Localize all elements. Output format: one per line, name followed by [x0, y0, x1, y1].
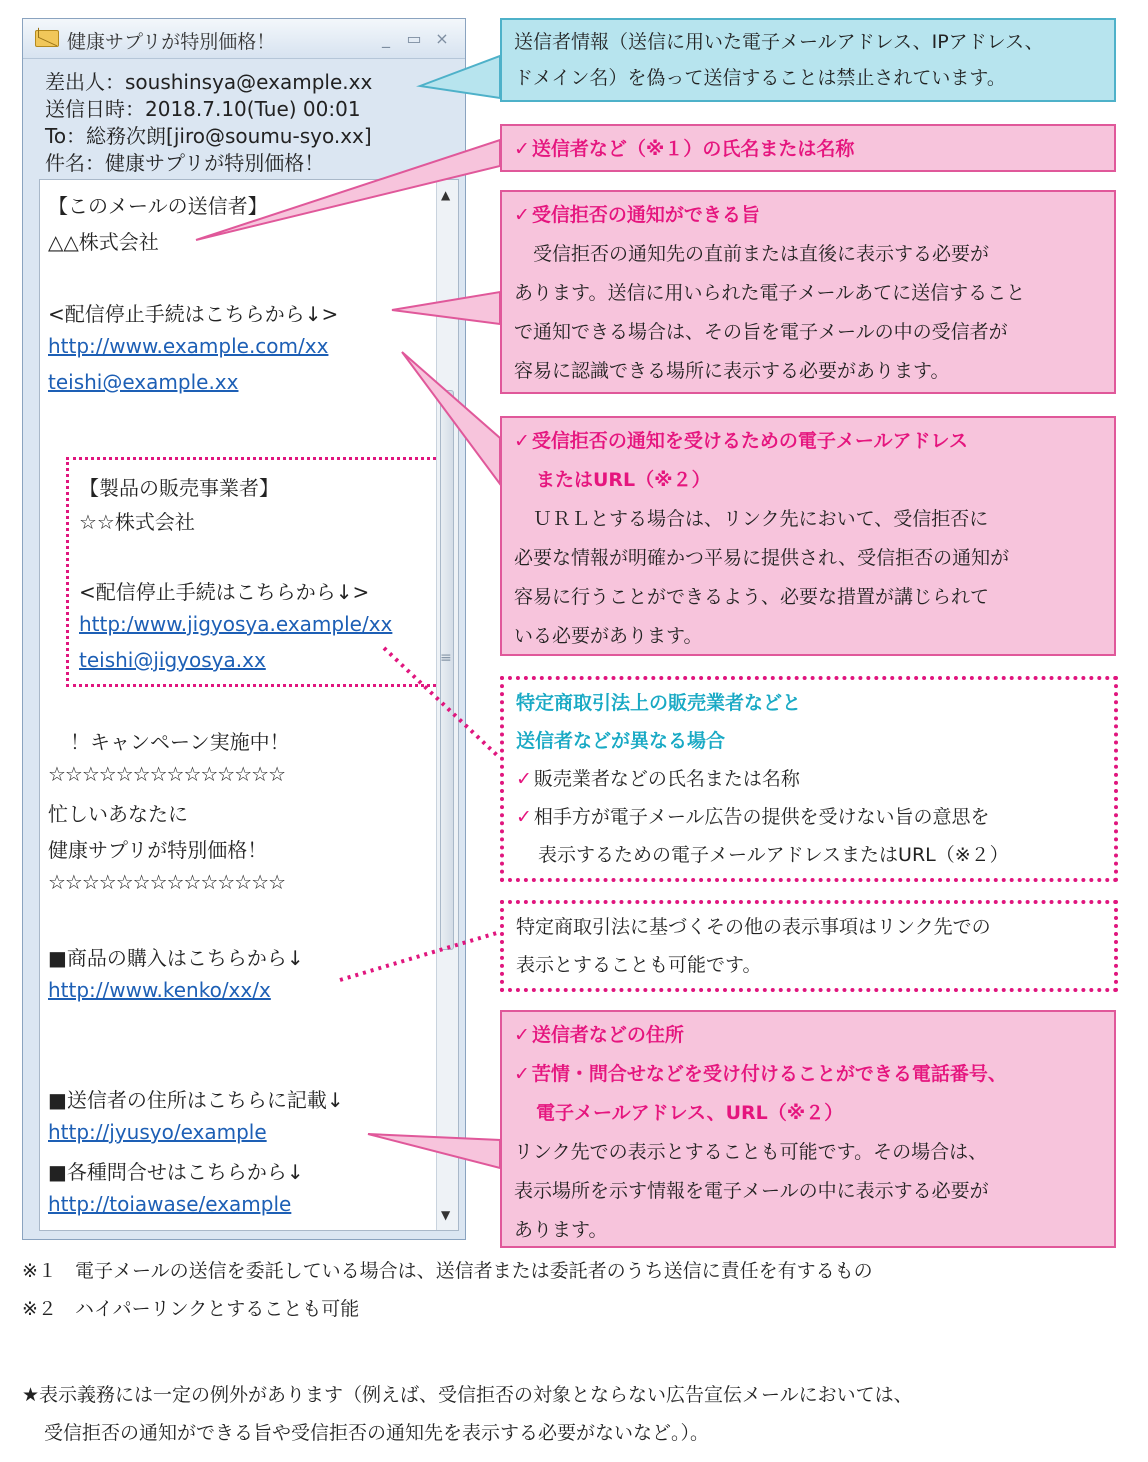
notice-line: ★表示義務には一定の例外があります（例えば、受信拒否の対象とならない広告宣伝メールにおいては、 — [22, 1384, 913, 1406]
footnote-text: 電子メールの送信を委託している場合は、送信者または委託者のうち送信に責任を有するもの — [75, 1260, 873, 1282]
footnote-text: ハイパーリンクとすることも可能 — [75, 1298, 360, 1320]
unsubscribe-url-link[interactable]: http://www.example.com/xx — [48, 334, 329, 358]
campaign-title: ！キャンペーン実施中！ — [70, 730, 290, 754]
callout-text: 表示するための電子メールアドレスまたはURL（※２） — [538, 844, 1009, 866]
seller-unsubscribe-url-link[interactable]: http:/www.jigyosya.example/xx — [79, 612, 393, 636]
header-from: 差出人：soushinsya@example.xx — [45, 70, 373, 94]
callout-seller-differs — [500, 676, 1118, 882]
sender-heading: 【このメールの送信者】 — [48, 194, 268, 218]
stars-line: ☆☆☆☆☆☆☆☆☆☆☆☆☆☆ — [48, 762, 286, 786]
callout-optout-address — [500, 416, 1116, 656]
sender-name: △△株式会社 — [48, 230, 159, 254]
callout-title: 特定商取引法上の販売業者などと — [516, 692, 802, 714]
footnote-2 — [22, 1290, 873, 1328]
callout-text: で通知できる場合は、その旨を電子メールの中の受信者が — [514, 321, 1008, 343]
callout-text: 特定商取引法に基づくその他の表示事項はリンク先での — [516, 916, 991, 938]
callout-text: 容易に認識できる場所に表示する必要があります。 — [514, 360, 950, 382]
callout-address-contact — [500, 1010, 1116, 1248]
seller-unsubscribe-email-link[interactable]: teishi@jigyosya.xx — [79, 648, 266, 672]
callout-optout-notice — [500, 190, 1116, 394]
check-icon: ✓ — [514, 430, 530, 452]
promo-line: 健康サプリが特別価格！ — [48, 838, 268, 862]
unsubscribe-email-link[interactable]: teishi@example.xx — [48, 370, 239, 394]
callout-sender-name — [500, 124, 1116, 172]
callout-title: 受信拒否の通知を受けるための電子メールアドレス — [531, 430, 968, 452]
footnotes — [22, 1252, 873, 1328]
callout-title: またはURL（※２） — [536, 469, 711, 491]
stars-line: ☆☆☆☆☆☆☆☆☆☆☆☆☆☆ — [48, 870, 286, 894]
check-icon: ✓ — [514, 138, 530, 160]
check-icon: ✓ — [514, 1024, 530, 1046]
callout-text: ＵＲＬとする場合は、リンク先において、受信拒否に — [533, 508, 989, 530]
inquiry-label: ■各種問合せはこちらから↓ — [48, 1160, 304, 1184]
seller-unsubscribe-label: <配信停止手続はこちらから↓> — [79, 580, 370, 604]
close-button[interactable]: × — [435, 29, 449, 48]
seller-name: ☆☆株式会社 — [79, 510, 195, 534]
dotted-pointer-other-items — [340, 932, 500, 980]
address-label: ■送信者の住所はこちらに記載↓ — [48, 1088, 344, 1112]
address-url-link[interactable]: http://jyusyo/example — [48, 1120, 267, 1144]
callout-text: 受信拒否の通知先の直前または直後に表示する必要が — [533, 243, 990, 265]
check-icon: ✓ — [514, 1063, 530, 1085]
callout-text: 必要な情報が明確かつ平易に提供され、受信拒否の通知が — [514, 547, 1010, 569]
footnote-mark: ※２ — [22, 1298, 57, 1320]
callout-text: ドメイン名）を偽って送信することは禁止されています。 — [514, 67, 1006, 89]
callout-sender-info — [500, 18, 1116, 102]
unsubscribe-label: <配信停止手続はこちらから↓> — [48, 302, 339, 326]
footnote-mark: ※１ — [22, 1260, 57, 1282]
purchase-url-link[interactable]: http://www.kenko/xx/x — [48, 978, 271, 1002]
pointer-address-contact — [368, 1134, 500, 1168]
inquiry-url-link[interactable]: http://toiawase/example — [48, 1192, 292, 1216]
pointer-optout-address — [402, 352, 500, 484]
callout-title: 受信拒否の通知ができる旨 — [531, 204, 760, 226]
check-icon: ✓ — [514, 204, 530, 226]
callout-title: 送信者など（※１）の氏名または名称 — [531, 138, 855, 160]
pointer-sender-name — [196, 140, 500, 240]
promo-line: 忙しいあなたに — [48, 802, 188, 826]
footnote-1 — [22, 1252, 873, 1290]
callout-text: あります。送信に用いられた電子メールあてに送信すること — [514, 282, 1026, 304]
window-title: 健康サプリが特別価格！ — [67, 31, 276, 53]
pointer-optout-notice — [392, 292, 500, 324]
callout-text: 送信者情報（送信に用いた電子メールアドレス、IPアドレス、 — [514, 31, 1044, 53]
header-date: 送信日時：2018.7.10(Tue) 00:01 — [45, 97, 361, 121]
scroll-up-arrow-icon[interactable]: ▲ — [441, 188, 451, 202]
callout-text: 販売業者などの氏名または名称 — [533, 768, 800, 790]
callout-text: リンク先での表示とすることも可能です。その場合は、 — [514, 1141, 988, 1163]
scroll-down-arrow-icon[interactable]: ▼ — [441, 1208, 451, 1222]
callout-title: 電子メールアドレス、URL（※２） — [536, 1102, 844, 1124]
check-icon: ✓ — [516, 806, 532, 828]
notice-line: 受信拒否の通知ができる旨や受信拒否の通知先を表示する必要がないなど。）。 — [44, 1422, 710, 1444]
exception-notice — [22, 1376, 913, 1452]
callout-title: 送信者などの住所 — [531, 1024, 684, 1046]
callout-text: いる必要があります。 — [514, 625, 703, 647]
purchase-label: ■商品の購入はこちらから↓ — [48, 946, 304, 970]
callout-other-items — [500, 900, 1118, 992]
header-to: To：総務次朗[jiro@soumu-syo.xx] — [45, 124, 372, 148]
maximize-button[interactable]: ▭ — [406, 29, 422, 48]
callout-text: あります。 — [514, 1219, 608, 1241]
check-icon: ✓ — [516, 768, 532, 790]
callout-text: 表示場所を示す情報を電子メールの中に表示する必要が — [514, 1180, 989, 1202]
scroll-grip-icon: ≡ — [440, 650, 452, 666]
callout-text: 表示とすることも可能です。 — [516, 954, 762, 976]
seller-heading: 【製品の販売事業者】 — [79, 476, 279, 500]
callout-title: 苦情・問合せなどを受け付けることができる電話番号、 — [531, 1063, 1007, 1085]
minimize-button[interactable]: _ — [382, 29, 390, 48]
pointer-sender-info — [420, 56, 500, 98]
header-subject: 件名：健康サプリが特別価格！ — [45, 151, 325, 175]
callout-title: 送信者などが異なる場合 — [516, 730, 726, 752]
callout-text: 容易に行うことができるよう、必要な措置が講じられて — [514, 586, 990, 608]
dotted-pointer-seller — [384, 648, 500, 758]
callout-text: 相手方が電子メール広告の提供を受けない旨の意思を — [533, 806, 990, 828]
